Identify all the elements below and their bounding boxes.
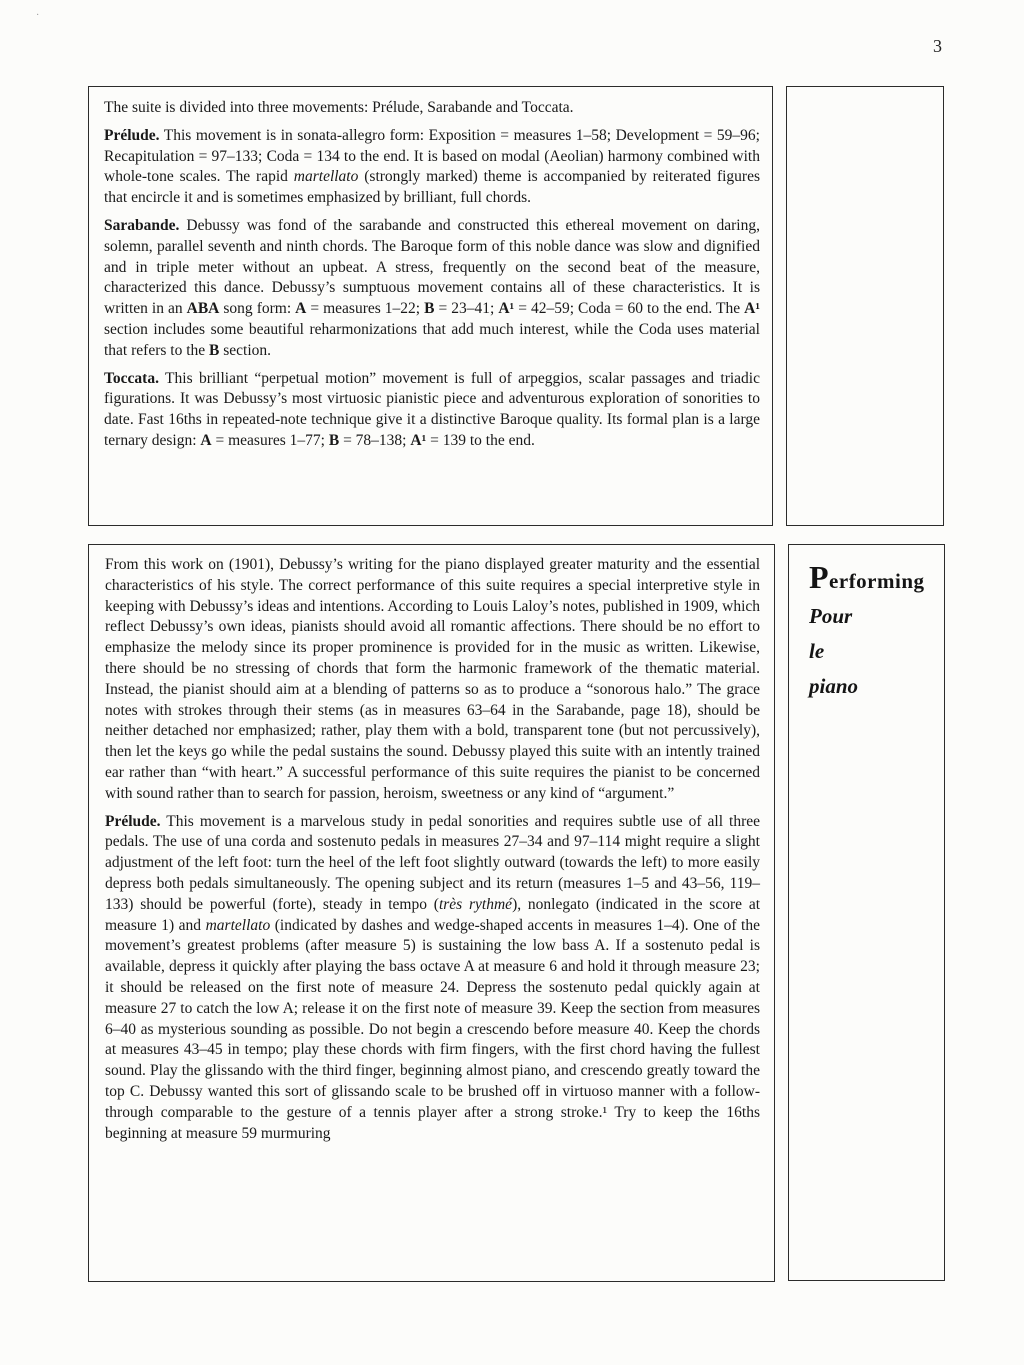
work-title-line-3: piano bbox=[809, 674, 859, 698]
sidebar-title bbox=[809, 559, 934, 595]
performing-notes-text bbox=[105, 555, 760, 1144]
sidebar-box bbox=[788, 544, 945, 1281]
suite-overview-box bbox=[88, 86, 773, 526]
suite-overview-text bbox=[104, 98, 760, 452]
top-right-empty-box bbox=[786, 86, 944, 526]
paragraph: From this work on (1901), Debussy’s writing for the piano displayed greater maturity and the essential characteristics of his style. The correct performance of this suite requires a special interpretive style in keeping with Debussy’s ideas and intentions. According to Louis Laloy’s notes, published in 1909, which reflect Debussy’s own ideas, pianists should avoid all romantic affections. There should be no effort to emphasize the melody since its proper prominence is provided for in the music as written. Likewise, there should be no stressing of chords that form the harmonic framework of the thematic material. Instead, the pianist should aim at a blending of patterns so as to produce a “sonorous halo.” The grace notes with strokes through their stems (as in measures 63–64 in the Sarabande, page 18), should be neither detached nor emphasized; rather, play them with a bold, transparent tone (but not percussively), then let the keys go while the pedal sustains the sound. Debussy played this suite with an intently trained ear rather than “with heart.” A successful performance of this suite requires the pianist to be concerned with sound rather than to search for passion, heroism, sweetness or any kind of “argument.” bbox=[105, 556, 760, 802]
paragraph: Sarabande. Debussy was fond of the sarabande and constructed this ethereal movement on daring, solemn, parallel seventh and ninth chords. The Baroque form of this noble dance was slow and dignified and in triple meter without an upbeat. A stress, frequently on the second beat of the measure, characterized this dance. Debussy’s sumptuous movement contains all of these characteristics. It is written in an ABA song form: A = measures 1–22; B = 23–41; A¹ = 42–59; Coda = 60 to the end. The A¹ section includes some beautiful reharmonizations that add much interest, while the Coda uses material that refers to the B section. bbox=[104, 216, 760, 359]
paragraph: The suite is divided into three movements: Prélude, Sarabande and Toccata. bbox=[104, 99, 574, 116]
page-number: 3 bbox=[933, 36, 942, 56]
paragraph: Prélude. This movement is in sonata-allegro form: Exposition = measures 1–58; Development = 59–96; Recapitulation = 97–133; Coda = 134 to the end. It is based on modal (Aeolian) harmony combined with whole-tone scales. The rapid martellato (strongly marked) theme is accompanied by reiterated figures that encircle it and is sometimes emphasized by brilliant, full chords. bbox=[104, 126, 760, 207]
paragraph: Toccata. This brilliant “perpetual motion” movement is full of arpeggios, scalar passages and triadic figurations. It was Debussy’s most virtuosic pianistic piece and adventurous exploration of sonorities to date. Fast 16ths in repeated-note technique give it a distinctive Baroque quality. Its formal plan is a large ternary design: A = measures 1–77; B = 78–138; A¹ = 139 to the end. bbox=[104, 369, 760, 449]
sidebar-title-initial: P bbox=[809, 559, 830, 595]
work-title-line-1: Pour bbox=[809, 604, 853, 628]
performing-notes-box bbox=[88, 544, 775, 1282]
work-title-line-2: le bbox=[809, 639, 825, 663]
scan-artifact-mark: · bbox=[36, 10, 41, 21]
paragraph: Prélude. This movement is a marvelous study in pedal sonorities and requires subtle use of all three pedals. The use of una corda and sostenuto pedals in measures 27–34 and 97–114 might require a slight adjustment of the left foot: turn the heel of the left foot slightly outward (towards the left) to more easily depress both pedals simultaneously. The opening subject and its return (measures 1–5 and 43–56, 119–133) should be powerful (forte), steady in tempo (très rythmé), nonlegato (indicated in the score at measure 1) and martellato (indicated by dashes and wedge-shaped accents in measures 1–4). One of the movement’s greatest problems (after measure 5) is sustaining the low bass A. If a sostenuto pedal is available, depress it quickly after playing the bass octave A at measure 6 and hold it through measure 23; it should be released on the first note of measure 24. Depress the sostenuto pedal quickly again at measure 27 to catch the low A; release it on the first note of measure 39. Keep the section from measures 6–40 as mysterious sounding as possible. Do not begin a crescendo before measure 40. Keep the chords at measures 43–45 in tempo; play these chords with firm fingers, with the first chord having the fullest sound. Play the glissando with the third finger, beginning almost piano, and crescendo greatly toward the top C. Debussy wanted this sort of glissando scale to be brushed off in virtuoso manner with a follow-through comparable to the gesture of a tennis player after a strong stroke.¹ Try to keep the 16ths beginning at measure 59 murmuring bbox=[105, 812, 761, 1142]
sidebar-title-rest: erforming bbox=[829, 569, 925, 593]
